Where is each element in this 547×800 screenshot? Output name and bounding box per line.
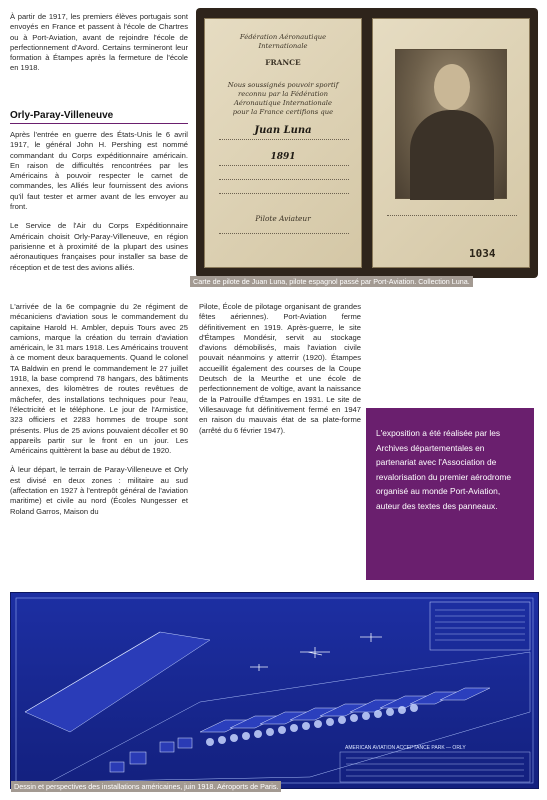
portrait-head [434,64,470,110]
license-rule [219,179,349,180]
section-heading: Orly-Paray-Villeneuve [10,110,188,124]
license-body-4: pour la France certifions que [232,108,334,116]
license-rule [219,165,349,166]
middle-column [199,302,361,445]
license-rule [219,139,349,140]
paragraph-1: Après l'entrée en guerre des États-Unis le 6 avril 1917, le général John H. Pershing est nommé commandant du Corps expéditionnaire américain. En raison de difficultés rencontrées par les Américains à pouvoir respecter le carnet de commandes, les Alliés leur fournissent des avions qu'il faut tester et armer avant de les envoyer au front. [10,130,188,212]
pilot-license-photo [196,8,538,278]
blueprint-caption: Dessin et perspectives des installations américaines, juin 1918. Aéroports de Paris. [11,781,281,792]
paragraph-5: Pilote, École de pilotage organisant de grandes fêtes aériennes). Port-Aviation ferme définitivement en 1919. Après-guerre, le site d'Étampes Mondésir, servit au stockage d'avions démobilisés, mais l'aviation civile pouvait néanmoins y atterrir (1920). Étampes accueillit également des courses de la Coupe Deutsch de la Meurthe et une école de perfectionnement de voltige, avant la naissance de la Patrouille d'Étampes en 1931. Le site de Villesauvage fut définitivement fermé en 1947 en raison du mauvais état de sa plate-forme (arrêté du 6 février 1947). [199,302,361,435]
pilot-portrait-photo [395,49,507,199]
license-body-2: reconnu par la Fédération [237,90,329,98]
license-number: 1034 [469,247,496,260]
left-column-middle [10,130,188,282]
license-left-page [204,18,362,268]
license-country: FRANCE [265,58,301,67]
license-header-2: Internationale [258,42,308,50]
intro-paragraph: À partir de 1917, les premiers élèves portugais sont envoyés en France et passent à l'école de Chartres ou à Port-Aviation, avant de rejoindre l'école de perfectionnement d'Avord. Certains termineront leur formation à Étampes après la fermeture de l'école en 1918. [10,12,188,73]
license-rule [219,233,349,234]
license-body-1: Nous soussignés pouvoir sportif [227,81,339,89]
license-right-page [372,18,530,268]
blueprint-drawing [10,592,539,789]
license-rule [219,193,349,194]
paragraph-3: L'arrivée de la 6e compagnie du 2e régiment de mécaniciens d'aviation sous le commandement du capitaine Harold H. Ambler, depuis Tours avec 25 camions, marque la création du terrain d'aviation américain, le 31 mars 1918. Les Américains trouvent à ce moment deux baraquements. Quand le colonel TA Baldwin en prend le commandement le 27 juillet 1918, la base comprend 78 hangars, des bâtiments annexes, des kilomètres de routes revêtues de mâchefer, des installations techniques pour l'eau, l'électricité et le téléphone. Le jour de l'Armistice, 323 officiers et 2283 hommes de troupe sont présents. Plus de 25 avions pouvaient décoller et 90 appareils partir sur le front en un jour. Les Américains quittèrent la base au début de 1920. [10,302,188,456]
paragraph-4: À leur départ, le terrain de Paray-Villeneuve et Orly est divisé en deux zones : militaire au sud (affectation en 1927 à l'entrepôt général de l'aviation maritime) et civile au nord (Écoles Nungesser et Roland Garros, Maison du [10,465,188,516]
license-body-3: Aéronautique Internationale [233,99,332,107]
exhibition-credit-callout [366,408,534,580]
photo-caption: Carte de pilote de Juan Luna, pilote espagnol passé par Port-Aviation. Collection Luna. [190,276,473,287]
blueprint-svg [10,592,539,789]
license-header-1: Fédération Aéronautique [239,33,327,41]
left-column-bottom [10,302,188,526]
intro-text-block [10,12,188,83]
portrait-body [410,110,494,200]
license-year: 1891 [270,152,296,162]
license-rule [387,215,517,216]
paragraph-2: Le Service de l'Air du Corps Expéditionnaire Américain choisit Orly-Paray-Villeneuve, en région parisienne et à proximité de la plupart des usines aéronautiques françaises pour installer sa base de réception et de test des avions alliés. [10,221,188,272]
license-title: Pilote Aviateur [255,214,311,223]
license-holder-name: Juan Luna [254,125,312,136]
callout-text: L'exposition a été réalisée par les Archives départementales en partenariat avec l'Association de revalorisation du premier aérodrome organisé au monde Port-Aviation, auteur des textes des panneaux. [376,428,511,511]
blueprint-stamp: AMERICAN AVIATION ACCEPTANCE PARK — ORLY [345,745,466,751]
